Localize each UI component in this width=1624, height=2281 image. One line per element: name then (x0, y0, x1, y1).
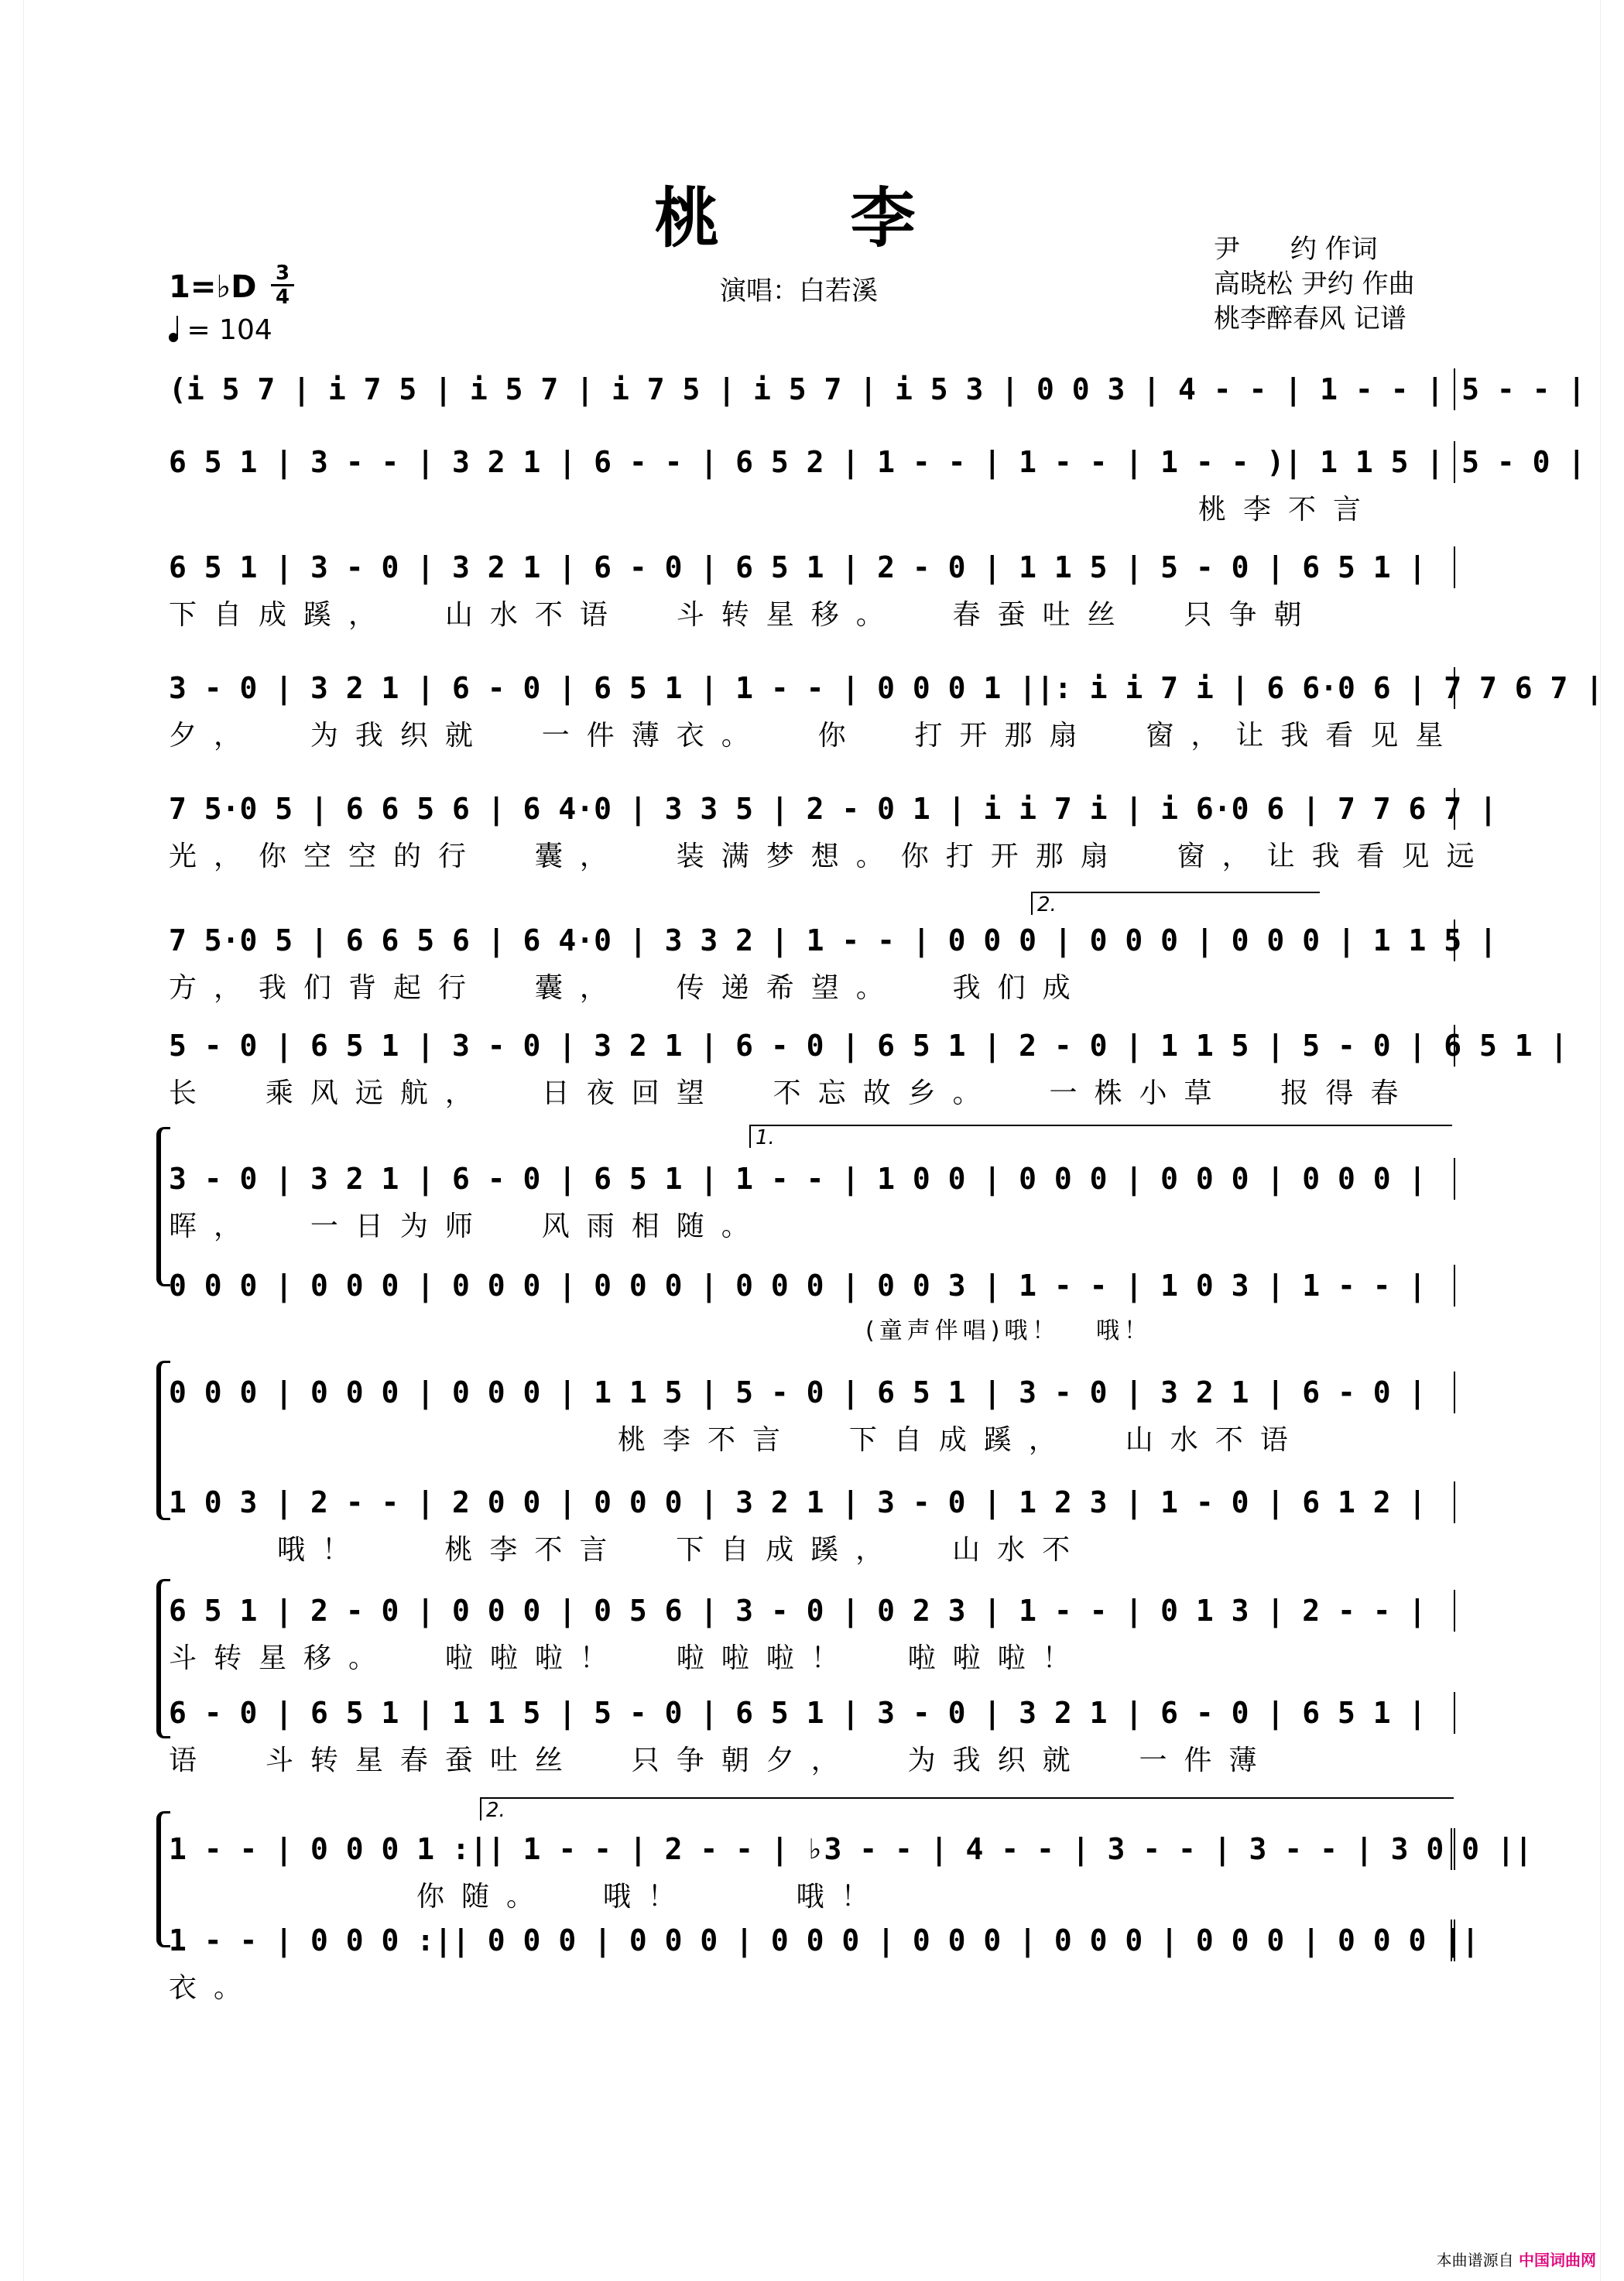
tempo-value: = 104 (187, 314, 272, 346)
volta-bracket: 1. (749, 1125, 1452, 1148)
notation: 6 5 1 | 2 - 0 | 0 0 0 | 0 5 6 | 3 - 0 | 0 2 3 | 1 - - | 0 1 3 | 2 - - | (169, 1594, 1427, 1628)
staff-line (169, 1590, 1455, 1632)
source-footer (1437, 2248, 1596, 2270)
staff-line (169, 1265, 1455, 1307)
staff-row (169, 667, 1604, 752)
notation: (i 5 7 | i 7 5 | i 5 7 | i 7 5 | i 5 7 | i 5 3 | 0 0 3 | 4 - - | 1 - - | 5 - - | (169, 372, 1586, 406)
staff-row (169, 441, 1586, 526)
staff-line (169, 546, 1455, 588)
right-margin-strip (1600, 0, 1624, 2281)
staff-row (169, 1158, 1455, 1242)
notation: 3 - 0 | 3 2 1 | 6 - 0 | 6 5 1 | 1 - - | 0 0 0 1 ||: i i 7 i | 6 6·0 6 | 7 7 6 7 | (169, 671, 1604, 705)
staff-row (169, 920, 1497, 1004)
lyrics: 光，你空空的行 囊， 装满梦想。你打开那扇 窗，让我看见远 (169, 841, 1492, 872)
notation: 0 0 0 | 0 0 0 | 0 0 0 | 0 0 0 | 0 0 0 | 0 0 3 | 1 - - | 1 0 3 | 1 - - | (169, 1269, 1427, 1303)
staff-row (169, 1265, 1455, 1344)
footer-prefix: 本曲谱源自 (1436, 2251, 1514, 2269)
lyrics: 桃李不言 (1198, 494, 1379, 526)
tempo-marking (169, 314, 272, 346)
meter-bottom: 4 (275, 286, 290, 309)
lyrics: 衣。 (169, 1972, 259, 2004)
staff-row (169, 1372, 1455, 1456)
time-signature (271, 263, 294, 307)
staff-line (169, 1158, 1455, 1200)
notation: 6 5 1 | 3 - - | 3 2 1 | 6 - - | 6 5 2 | 1 - - | 1 - - | 1 - - )| 1 1 5 | 5 - 0 | (169, 445, 1586, 479)
notation: 7 5·0 5 | 6 6 5 6 | 6 4·0 | 3 3 5 | 2 - 0 1 | i i 7 i | i 6·0 6 | 7 7 6 7 | (169, 792, 1497, 826)
lyrics: 你随。 哦！ 哦！ (416, 1881, 886, 1913)
lyrics: 斗转星移。 啦啦啦！ 啦啦啦！ 啦啦啦！ (169, 1642, 1088, 1674)
notation: 3 - 0 | 3 2 1 | 6 - 0 | 6 5 1 | 1 - - | 1 0 0 | 0 0 0 | 0 0 0 | 0 0 0 | (169, 1162, 1427, 1196)
notation: 5 - 0 | 6 5 1 | 3 - 0 | 3 2 1 | 6 - 0 | 6 5 1 | 2 - 0 | 1 1 5 | 5 - 0 | 6 5 1 | (169, 1029, 1568, 1063)
lyrics: (童声伴唱)哦！ 哦！ (865, 1317, 1153, 1344)
staff-line (169, 667, 1604, 709)
footer-brand-link[interactable]: 中国词曲网 (1519, 2251, 1596, 2269)
staff-line (169, 1692, 1455, 1734)
staff-line (169, 368, 1586, 410)
composer-credit: 高晓松 尹约 作曲 (1214, 269, 1415, 300)
lyrics: 下自成蹊， 山水不语 斗转星移。 春蚕吐丝 只争朝 (169, 599, 1319, 631)
staff-line (169, 1372, 1455, 1413)
key-signature: 1=♭D (169, 269, 257, 305)
staff-line (169, 1920, 1479, 1961)
song-title: 桃 李 (654, 180, 970, 256)
staff-row (169, 1692, 1455, 1776)
quarter-note-icon (169, 333, 178, 342)
credits (1214, 232, 1415, 337)
meter-top: 3 (275, 262, 290, 285)
staff-line (169, 441, 1586, 483)
volta-bracket: 2. (1031, 892, 1320, 915)
notation: 7 5·0 5 | 6 6 5 6 | 6 4·0 | 3 3 2 | 1 - - | 0 0 0 | 0 0 0 | 0 0 0 | 1 1 5 | (169, 923, 1497, 957)
lyrics: 桃李不言 下自成蹊， 山水不语 (618, 1424, 1305, 1456)
staff-row (169, 368, 1586, 410)
staff-line (169, 788, 1497, 830)
staff-line (169, 920, 1497, 961)
staff-row (169, 1828, 1533, 1913)
notation: 1 0 3 | 2 - - | 2 0 0 | 0 0 0 | 3 2 1 | 3 - 0 | 1 2 3 | 1 - 0 | 6 1 2 | (169, 1485, 1427, 1519)
lyrics: 语 斗转星春蚕吐丝 只争朝夕， 为我织就 一件薄 (169, 1745, 1274, 1776)
notation: 1 - - | 0 0 0 :|| 0 0 0 | 0 0 0 | 0 0 0 | 0 0 0 | 0 0 0 | 0 0 0 | 0 0 0 || (169, 1923, 1479, 1957)
lyrics: 晖， 一日为师 风雨相随。 (169, 1211, 766, 1242)
performer: 演唱：白若溪 (720, 276, 878, 307)
staff-row (169, 1481, 1455, 1566)
staff-line (169, 1025, 1568, 1067)
staff-row (169, 788, 1497, 872)
staff-row (169, 546, 1455, 631)
left-margin-strip (0, 0, 24, 2281)
staff-line (169, 1481, 1455, 1523)
lyrics: 夕， 为我织就 一件薄衣。 你 打开那扇 窗，让我看见星 (169, 720, 1461, 752)
volta-bracket: 2. (480, 1797, 1454, 1820)
staff-line (169, 1828, 1533, 1870)
lyrics: 方，我们背起行 囊， 传递希望。 我们成 (169, 972, 1088, 1004)
notation: 6 5 1 | 3 - 0 | 3 2 1 | 6 - 0 | 6 5 1 | 2 - 0 | 1 1 5 | 5 - 0 | 6 5 1 | (169, 550, 1427, 584)
lyrics: 长 乘风远航， 日夜回望 不忘故乡。 一株小草 报得春 (169, 1077, 1416, 1109)
notation: 0 0 0 | 0 0 0 | 0 0 0 | 1 1 5 | 5 - 0 | 6 5 1 | 3 - 0 | 3 2 1 | 6 - 0 | (169, 1375, 1427, 1409)
transcriber-credit: 桃李醉春风 记谱 (1214, 303, 1406, 334)
staff-row (169, 1025, 1568, 1109)
lyrics: 哦！ 桃李不言 下自成蹊， 山水不 (277, 1534, 1088, 1566)
lyricist-credit: 尹 约 作词 (1214, 234, 1378, 265)
staff-row (169, 1920, 1479, 2004)
staff-row (169, 1590, 1455, 1674)
notation: 6 - 0 | 6 5 1 | 1 1 5 | 5 - 0 | 6 5 1 | 3 - 0 | 3 2 1 | 6 - 0 | 6 5 1 | (169, 1696, 1427, 1730)
notation: 1 - - | 0 0 0 1 :|| 1 - - | 2 - - | ♭3 - - | 4 - - | 3 - - | 3 - - | 3 0 0 || (169, 1832, 1533, 1866)
